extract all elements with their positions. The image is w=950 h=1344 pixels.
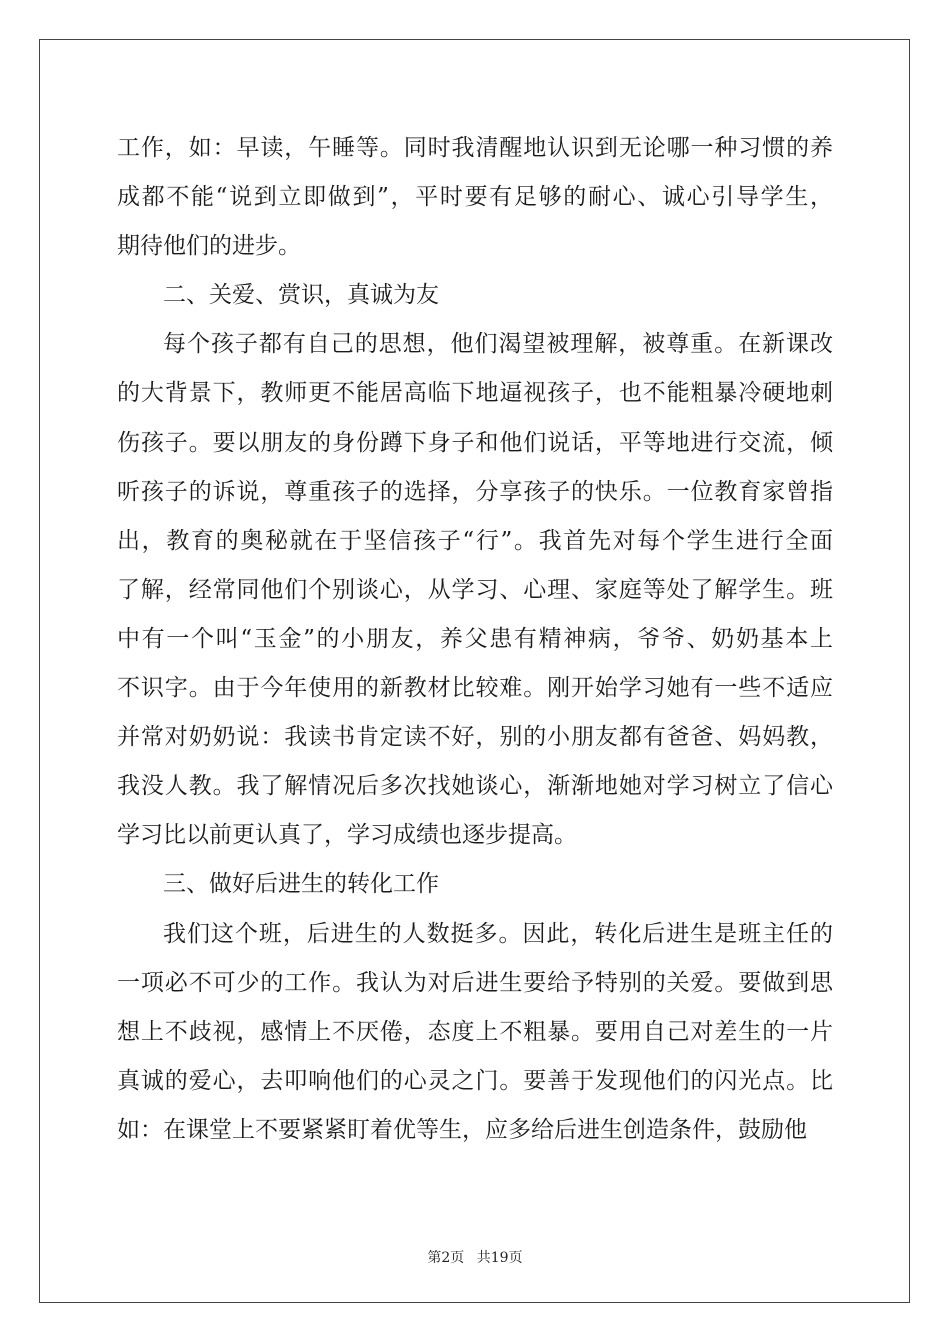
text-line: 不识字。由于今年使用的新教材比较难。刚开始学习她有一些不适应 — [117, 675, 833, 702]
text-line: 听孩子的诉说，尊重孩子的选择，分享孩子的快乐。一位教育家曾指 — [117, 478, 833, 505]
text-line: 成都不能“说到立即做到”，平时要有足够的耐心、诚心引导学生， — [117, 184, 833, 211]
text-line: 我没人教。我了解情况后多次找她谈心，渐渐地她对学习树立了信心 — [117, 773, 833, 800]
text-line: 期待他们的进步。 — [117, 233, 301, 260]
text-line: 出，教育的奥秘就在于坚信孩子“行”。我首先对每个学生进行全面 — [117, 527, 833, 554]
text-line: 中有一个叫“玉金”的小朋友，养父患有精神病，爷爷、奶奶基本上 — [117, 625, 833, 652]
text-line: 工作，如：早读，午睡等。同时我清醒地认识到无论哪一种习惯的养 — [117, 135, 833, 161]
text-line: 每个孩子都有自己的思想，他们渴望被理解，被尊重。在新课改 — [163, 331, 833, 358]
text-line: 学习比以前更认真了，学习成绩也逐步提高。 — [117, 822, 577, 849]
text-line: 一项必不可少的工作。我认为对后进生要给予特别的关爱。要做到思 — [117, 969, 833, 996]
page-number: 第2页 — [427, 1250, 465, 1266]
text-line: 伤孩子。要以朋友的身份蹲下身子和他们说话，平等地进行交流，倾 — [117, 429, 833, 456]
text-line: 二、关爱、赏识，真诚为友 — [163, 282, 439, 309]
text-line: 如：在课堂上不要紧紧盯着优等生，应多给后进生创造条件，鼓励他 — [117, 1116, 807, 1143]
text-line: 想上不歧视，感情上不厌倦，态度上不粗暴。要用自己对差生的一片 — [117, 1018, 833, 1045]
text-line: 真诚的爱心，去叩响他们的心灵之门。要善于发现他们的闪光点。比 — [117, 1067, 833, 1094]
text-line: 我们这个班，后进生的人数挺多。因此，转化后进生是班主任的 — [163, 920, 833, 947]
document-body — [117, 124, 833, 1155]
page-footer — [0, 1247, 950, 1267]
text-line: 了解，经常同他们个别谈心，从学习、心理、家庭等处了解学生。班 — [117, 576, 833, 603]
text-line: 并常对奶奶说：我读书肯定读不好，别的小朋友都有爸爸、妈妈教， — [117, 724, 833, 751]
page-total: 共19页 — [476, 1250, 523, 1266]
text-line: 的大背景下，教师更不能居高临下地逼视孩子，也不能粗暴冷硬地刺 — [117, 380, 833, 407]
text-line: 三、做好后进生的转化工作 — [163, 871, 439, 898]
